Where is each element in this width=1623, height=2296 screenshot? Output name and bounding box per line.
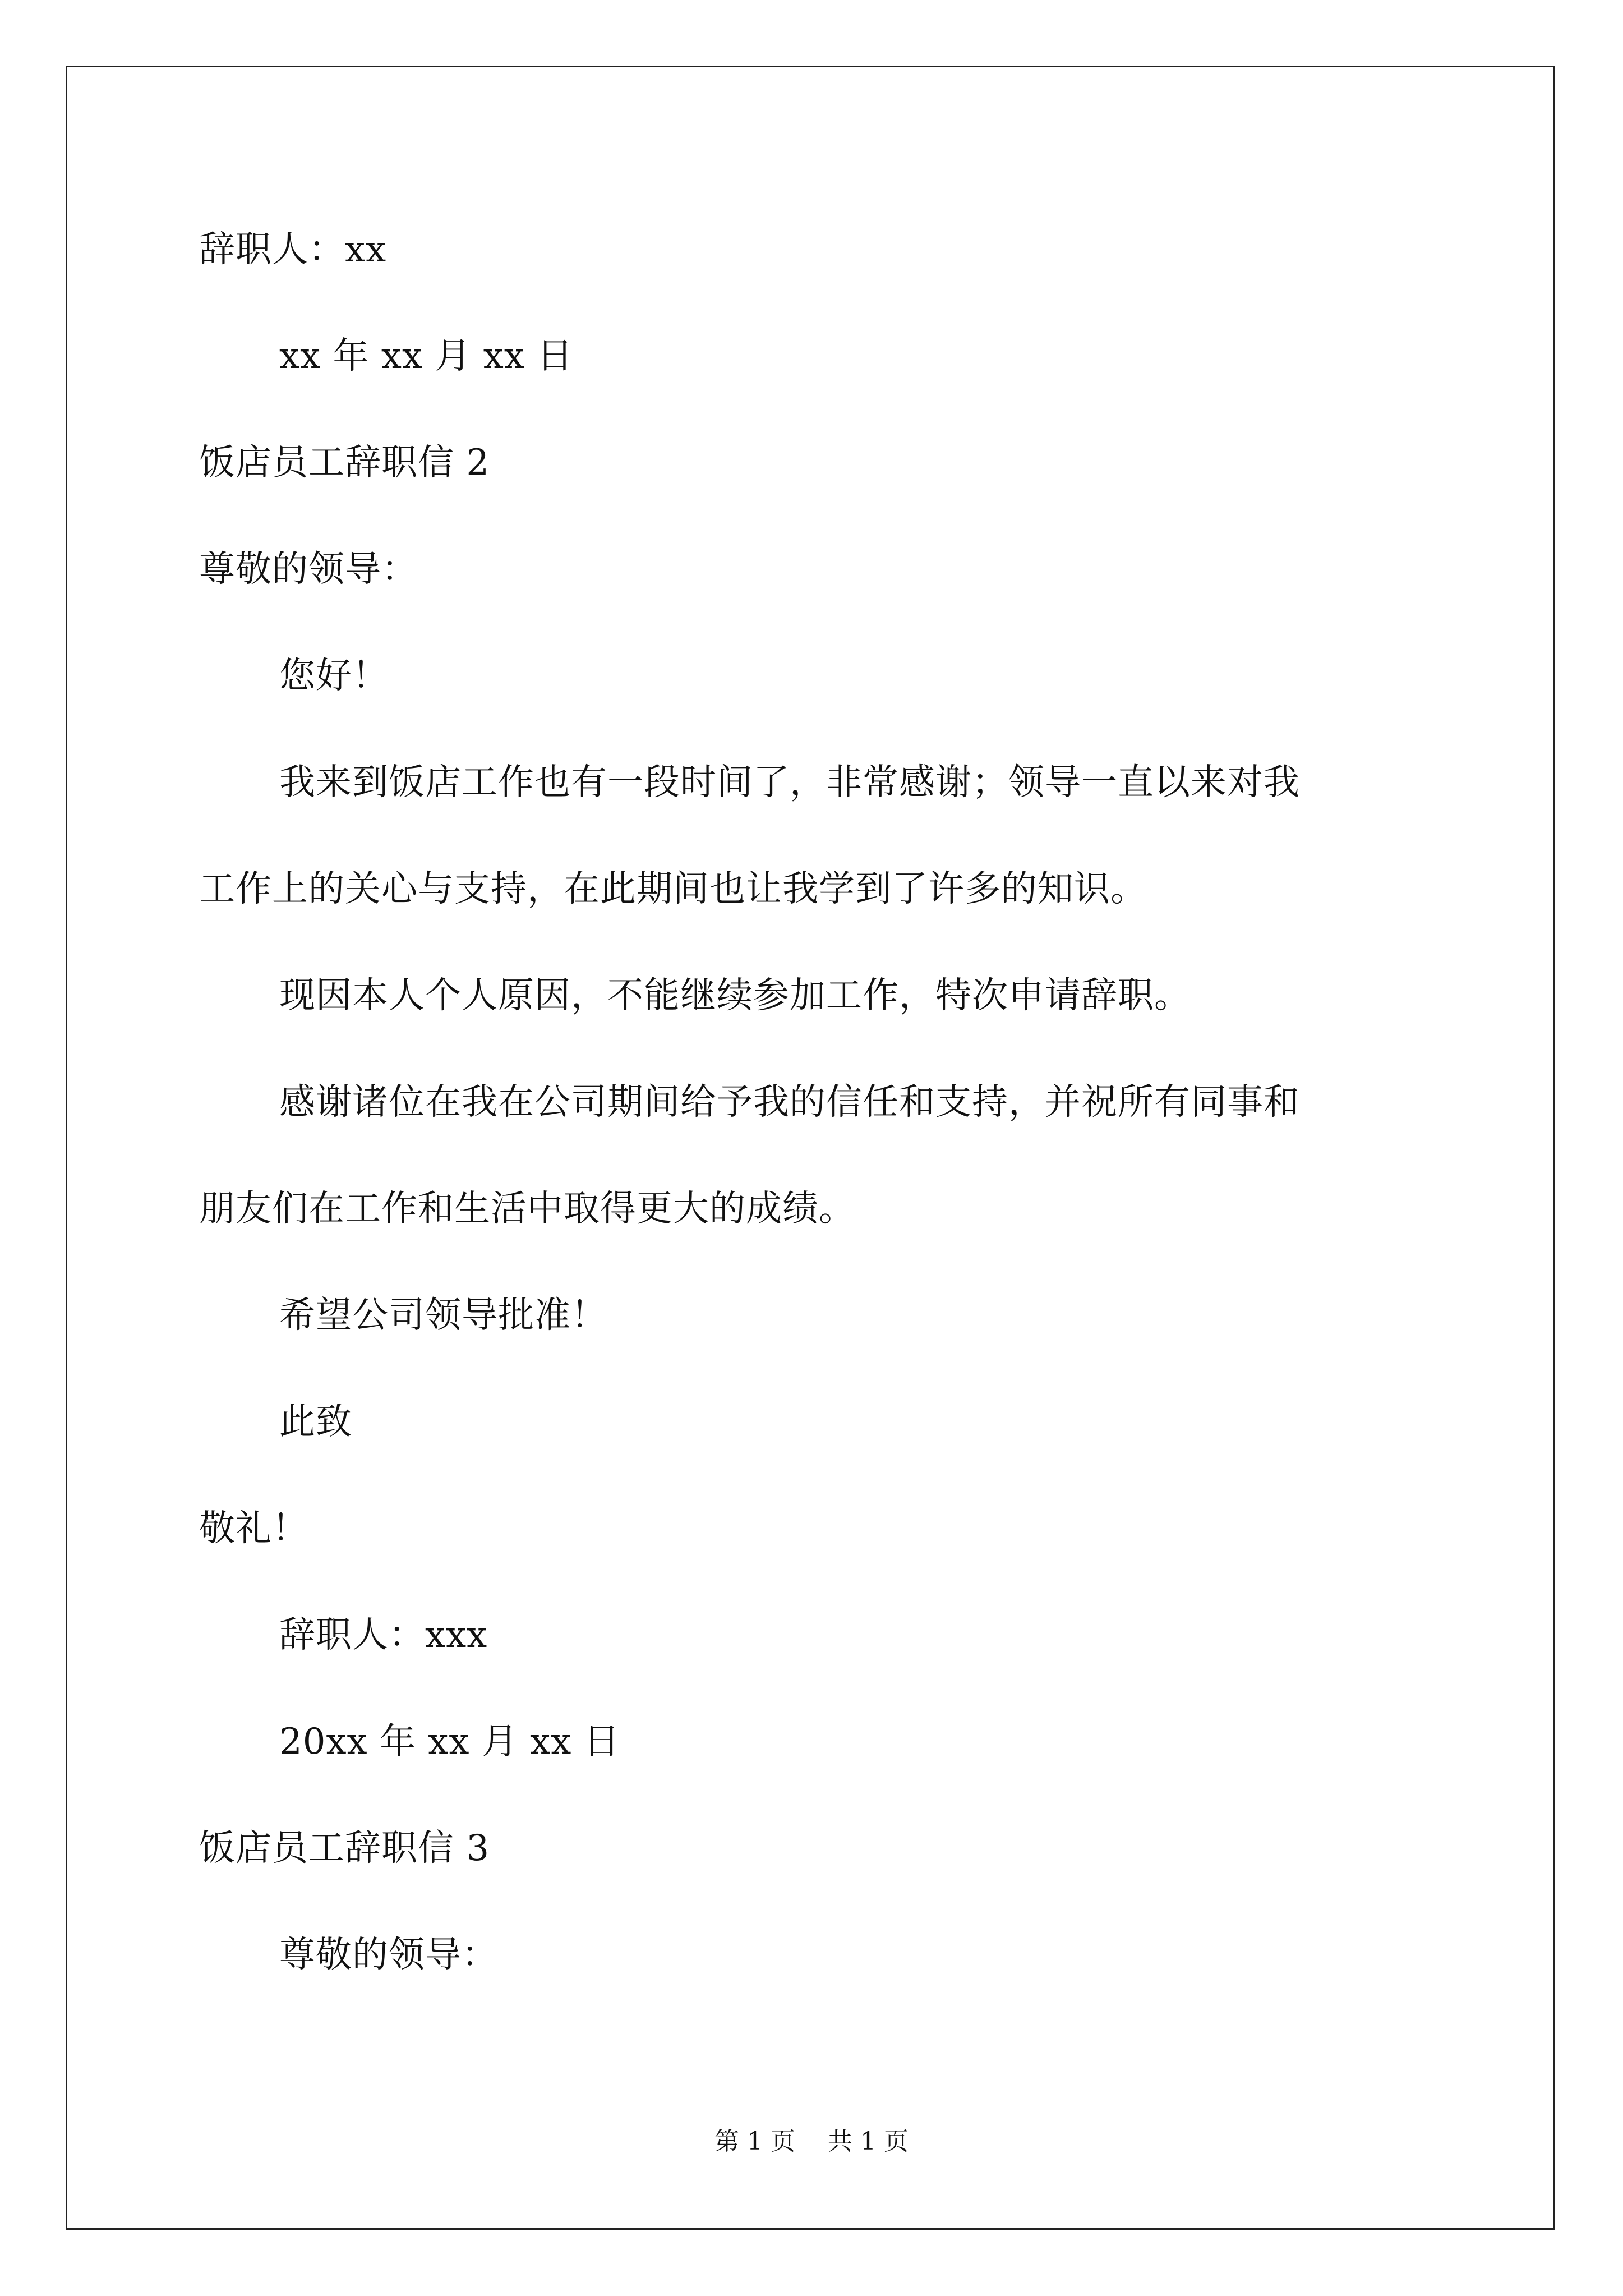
paragraph-3-line-2: 朋友们在工作和生活中取得更大的成绩。: [199, 1188, 855, 1230]
paragraph-2: 现因本人个人原因，不能继续参加工作，特次申请辞职。: [279, 975, 1191, 1016]
date-line-1: xx 年 xx 月 xx 日: [279, 335, 574, 377]
closing-2: 敬礼！: [199, 1508, 308, 1549]
paragraph-1-line-1: 我来到饭店工作也有一段时间了，非常感谢；领导一直以来对我: [279, 762, 1300, 803]
resigner-line-1: 辞职人：xx: [199, 229, 387, 270]
paragraph-3-line-1: 感谢诸位在我在公司期间给予我的信任和支持，并祝所有同事和: [279, 1082, 1300, 1123]
paragraph-4: 希望公司领导批准！: [279, 1295, 607, 1336]
letter-title-3: 饭店员工辞职信 3: [199, 1828, 490, 1869]
page-border: [66, 66, 1555, 2230]
salutation-3: 尊敬的领导：: [279, 1934, 498, 1976]
page-footer: 第 1 页 共 1 页: [714, 2127, 909, 2156]
salutation-2: 尊敬的领导：: [199, 549, 418, 590]
closing-1: 此致: [279, 1401, 352, 1443]
letter-title-2: 饭店员工辞职信 2: [199, 442, 490, 484]
paragraph-1-line-2: 工作上的关心与支持，在此期间也让我学到了许多的知识。: [199, 868, 1147, 910]
greeting: 您好！: [279, 655, 389, 697]
date-line-2: 20xx 年 xx 月 xx 日: [279, 1721, 620, 1763]
resigner-line-2: 辞职人：xxx: [279, 1614, 488, 1656]
